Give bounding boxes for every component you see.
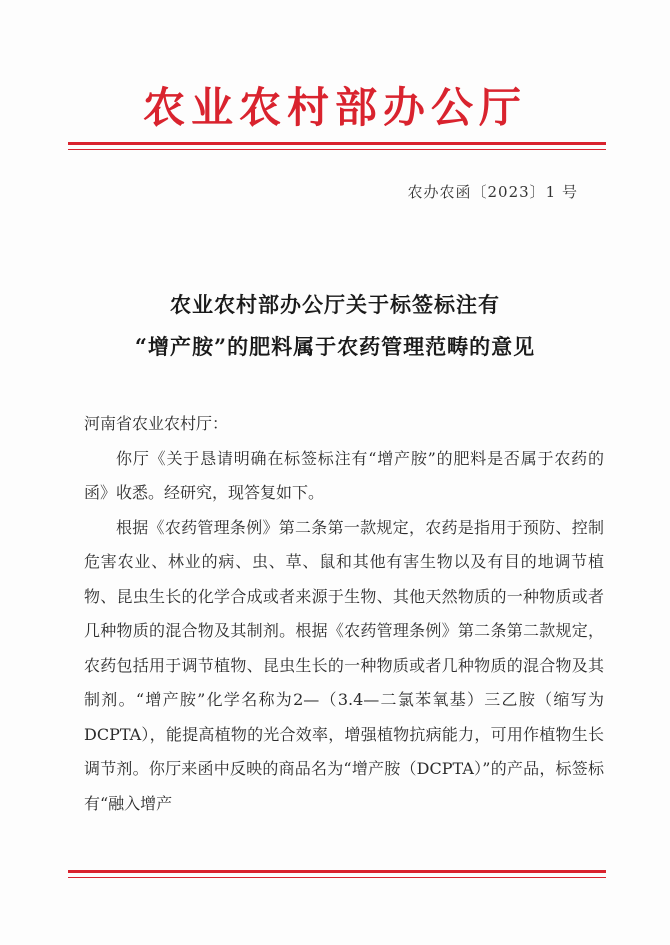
paragraph-2: 根据《农药管理条例》第二条第一款规定，农药是指用于预防、控制危害农业、林业的病、虫、草、鼠和其他有害生物以及有目的地调节植物、昆虫生长的化学合成或者来源于生物、其他天然物质的一种物质或者几种物质的混合物及其制剂。根据《农药管理条例》第二条第二款规定，农药包括用于调节植物、昆虫生长的一种物质或者几种物质的混合物及其制剂。“增产胺”化学名称为2—（3.4—二氯苯氧基）三乙胺（缩写为 DCPTA），能提高植物的光合效率，增强植物抗病能力，可用作植物生长调节剂。你厅来函中反映的商品名为“增产胺（DCPTA）”的产品，标签标有“融入增产 <box>84 517 604 813</box>
document-title-line-2: “增产胺”的肥料属于农药管理范畴的意见 <box>134 334 536 359</box>
header-red-rule <box>68 142 606 145</box>
document-body <box>84 407 604 821</box>
document-title-line-1: 农业农村部办公厅关于标签标注有 <box>170 292 500 317</box>
header-red-rule-thin <box>68 149 606 150</box>
paragraph-1: 你厅《关于恳请明确在标签标注有“增产胺”的肥料是否属于农药的函》收悉。经研究，现答复如下。 <box>84 448 604 502</box>
footer-red-rule-thin <box>68 877 606 878</box>
document-number: 农办农函〔2023〕1 号 <box>407 183 578 201</box>
document-title <box>0 284 670 368</box>
issuing-org-header: 农业农村部办公厅 <box>142 83 527 132</box>
addressee: 河南省农业农村厅： <box>84 414 229 433</box>
footer-red-rule <box>68 870 606 873</box>
